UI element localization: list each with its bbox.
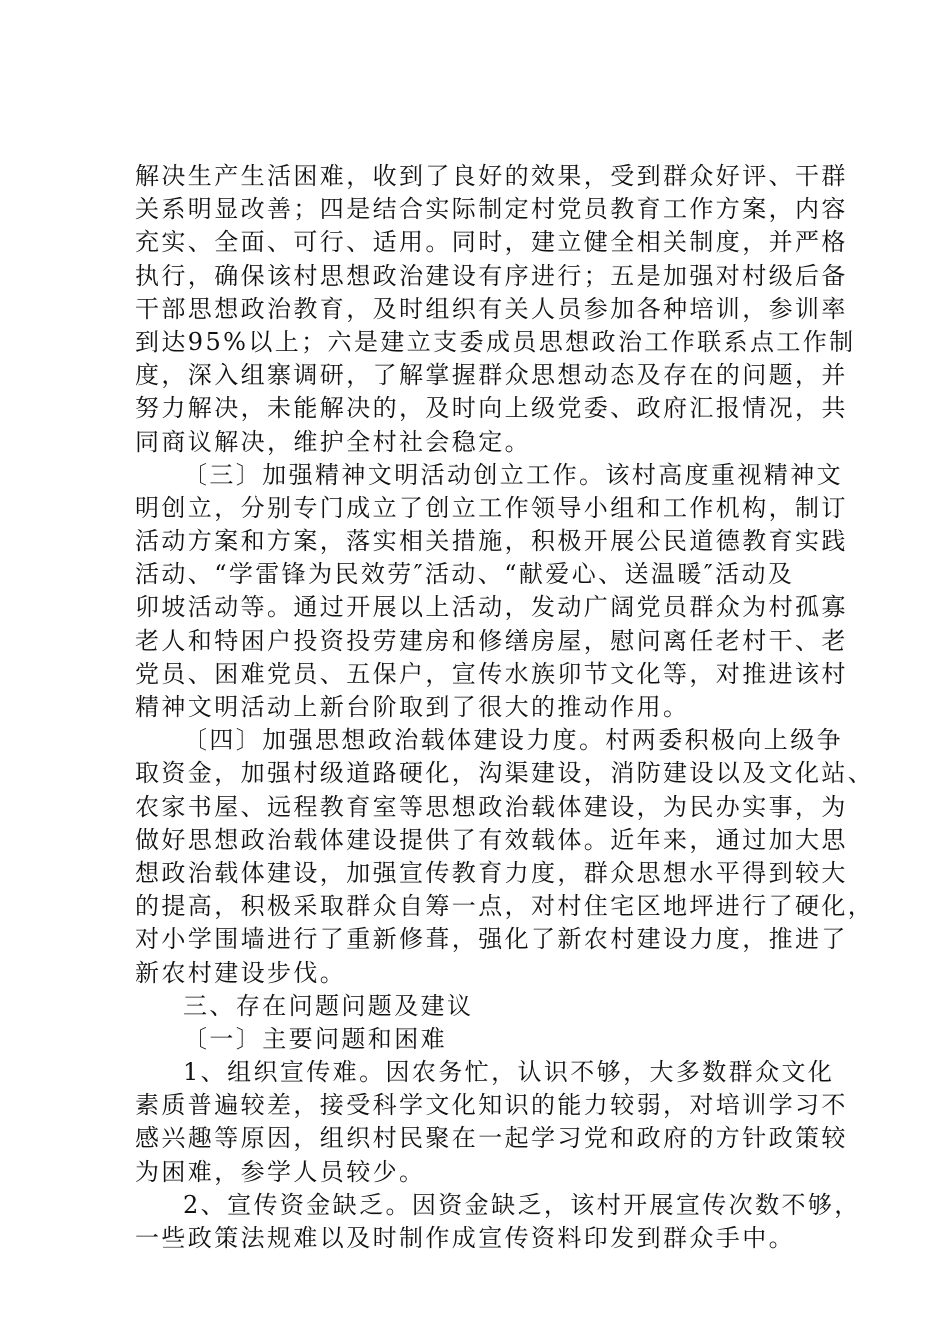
text-line: 取资金，加强村级道路硬化，沟渠建设，消防建设以及文化站、 <box>135 759 875 788</box>
text-line: 执行，确保该村思想政治建设有序进行；五是加强对村级后备 <box>135 261 848 290</box>
text-line: 新农村建设步伐。 <box>135 958 347 987</box>
section-heading-line: 〔四〕加强思想政治载体建设力度。村两委积极向上级争 <box>183 726 843 755</box>
section-heading: 三、存在问题问题及建议 <box>183 991 474 1020</box>
text-line: 做好思想政治载体建设提供了有效载体。近年来，通过加大思 <box>135 825 848 854</box>
text-line: 充实、全面、可行、适用。同时，建立健全相关制度，并严格 <box>135 228 848 257</box>
text-line: 农家书屋、远程教育室等思想政治载体建设，为民办实事，为 <box>135 792 848 821</box>
text-line: 明创立，分别专门成立了创立工作领导小组和工作机构，制订 <box>135 493 848 522</box>
text-line: 到达95%以上；六是建立支委成员思想政治工作联系点工作制 <box>135 327 856 356</box>
text-line: 干部思想政治教育，及时组织有关人员参加各种培训，参训率 <box>135 294 848 323</box>
text-line: 党员、困难党员、五保户，宣传水族卯节文化等，对推进该村 <box>135 659 848 688</box>
list-item-line: 1、组织宣传难。因农务忙，认识不够，大多数群众文化 <box>183 1058 835 1087</box>
text-line: 努力解决，未能解决的，及时向上级党委、政府汇报情况，共 <box>135 394 848 423</box>
text-line: 对小学围墙进行了重新修葺，强化了新农村建设力度，推进了 <box>135 925 848 954</box>
section-heading-line: 〔三〕加强精神文明活动创立工作。该村高度重视精神文 <box>183 460 843 489</box>
list-item-line: 2、宣传资金缺乏。因资金缺乏，该村开展宣传次数不够， <box>183 1190 861 1219</box>
text-line: 想政治载体建设，加强宣传教育力度，群众思想水平得到较大 <box>135 858 848 887</box>
text-line: 精神文明活动上新台阶取到了很大的推动作用。 <box>135 693 690 721</box>
text-line: 一些政策法规难以及时制作成宣传资料印发到群众手中。 <box>135 1224 795 1252</box>
text-line: 老人和特困户投资投劳建房和修缮房屋，慰问离任老村干、老 <box>135 626 848 655</box>
text-line: 关系明显改善；四是结合实际制定村党员教育工作方案，内容 <box>135 195 848 224</box>
text-line: 素质普遍较差，接受科学文化知识的能力较弱，对培训学习不 <box>135 1091 848 1120</box>
text-line: 的提高，积极采取群众自筹一点，对村住宅区地坪进行了硬化， <box>135 892 875 921</box>
text-line: 卯坡活动等。通过开展以上活动，发动广阔党员群众为村孤寡 <box>135 593 848 622</box>
text-line: 活动方案和方案，落实相关措施，积极开展公民道德教育实践 <box>135 527 848 556</box>
text-line: 解决生产生活困难，收到了良好的效果，受到群众好评、干群 <box>135 162 848 190</box>
text-line: 为困难，参学人员较少。 <box>135 1157 426 1186</box>
document-page <box>135 160 875 1255</box>
text-line: 感兴趣等原因，组织村民聚在一起学习党和政府的方针政策较 <box>135 1124 848 1153</box>
subsection-heading: 〔一〕主要问题和困难 <box>183 1024 447 1053</box>
text-line: 同商议解决，维护全村社会稳定。 <box>135 427 531 456</box>
text-line: 度，深入组寨调研，了解掌握群众思想动态及存在的问题，并 <box>135 361 848 390</box>
text-line: 活动、“学雷锋为民效劳″活动、“献爱心、送温暖″活动及 <box>135 560 795 589</box>
